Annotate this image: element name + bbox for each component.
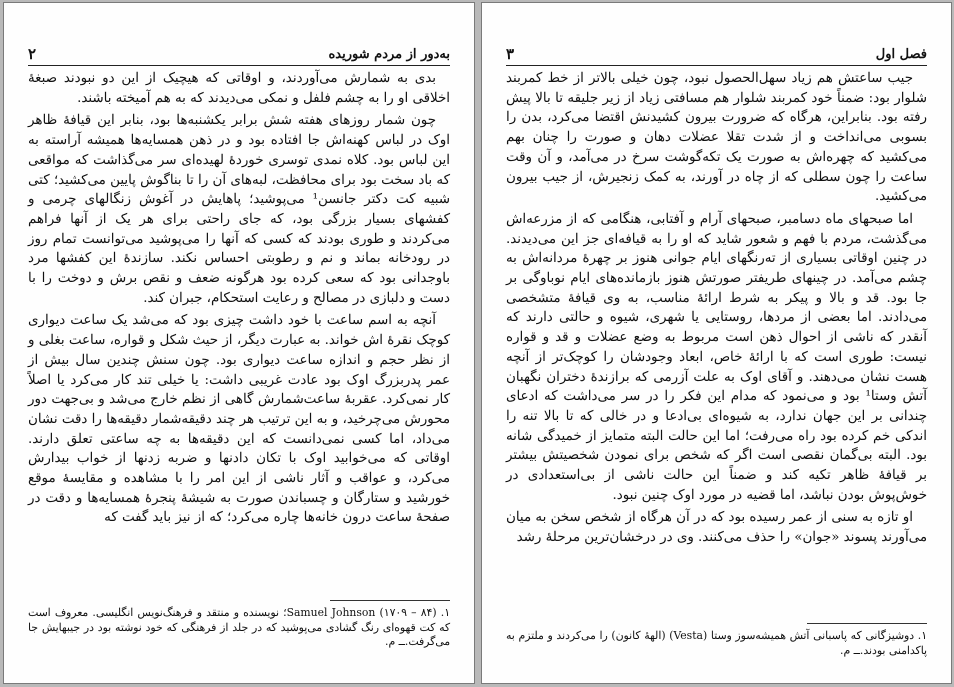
paragraph: او تازه به سنی از عمر رسیده بود که در آن هرگاه از شخص سخن به میان می‌آورند پسوند «جوان» را حذف می‌کنند. وی در درخشان‌ترین مرحلهٔ رشد	[506, 510, 927, 546]
header-title: فصل اول	[875, 47, 927, 62]
paragraph: بدی به شمارش می‌آوردند، و اوقاتی که هیچیک از این دو نبودند صبغهٔ اخلاقی او را به چشم فلفل و نمکی می‌دیدند که به هم آمیخته باشند.	[28, 71, 450, 106]
right-page	[481, 2, 952, 684]
page-body	[506, 69, 927, 548]
running-header	[28, 43, 450, 66]
footnote: ۱. Samuel Johnson (۱۷۰۹ – ۸۴)؛ نویسنده و منتقد و فرهنگ‌نویس انگلیسی. معروف است که کت قهوه‌ای رنگ گشادی می‌پوشید که در جلد از فرهنگی که خود نوشته بود در جیبهایش جا می‌گرفت.ــ م.	[28, 606, 450, 648]
page-body	[28, 69, 450, 528]
paragraph: اما صبحهای ماه دسامبر، صبحهای آرام و آفتابی، هنگامی که از مزرعه‌اش می‌گذشت، مردم با فهم و شعور شاید که او را به قیافه‌ای جز این می‌دیدند. در چنین اوقاتی بسیاری از ته‌رنگهای ایام جوانی هنوز بر چهرهٔ مردانه‌اش به چشم می‌آمد. در چینهای طریفتر صورتش هنوز بازمانده‌های ایام نوباوگی بر جا بود. قد و بالا و پیکر به شرط ارائهٔ مناسب، به وی قیافهٔ متشخصی می‌دادند. اما بعضی از مردها، روستایی یا شهری، شیوه و حالتی دارند که آنقدر که ناشی از احوال ذهن است مربوط به وضع عضلات و قد و قواره نیست: طوری است که با ارائهٔ خاص، ابعاد وجودشان را کوچک‌تر از آنچه هست نشان می‌دهند. و آقای اوک به علت آزرمی که برازندهٔ دختران نگهبان آتش وستا¹ بود و می‌نمود که مدام این فکر را در سر می‌داشت که ادعای چندانی بر این جهان ندارد، به شیوه‌ای بی‌ادعا و در خالی که تا بالا تنه را اندکی خم کرده بود راه می‌رفت؛ اما این حالت البته متمایز از خمیدگی شانه بود. البته بی‌گمان نقصی است اگر که شخص برای نمودن شخصیتش بیشتر بر قیافهٔ ظاهر تکیه کند و ضمناً این حالت ناشی از بی‌استعدادی در خوش‌پوش بودن نباشد، اما قضیه در مورد اوک چنین نبود.	[506, 211, 927, 503]
page-number: ۳	[506, 45, 515, 63]
paragraph: آنچه به اسم ساعت با خود داشت چیزی بود که می‌شد یک ساعت دیواری کوچک نقرهٔ اش خواند. به عبارت دیگر، از حیث شکل و قواره، ساعت بغلی و از نظر حجم و اندازه ساعت دیواری بود. چون سنش چندین سال بیش از عمر پدربزرگ اوک بود عادت غریبی داشت: یا خیلی تند کار می‌کرد یا اصلاً کار نمی‌کرد. عقربهٔ ساعت‌شمارش گاهی از نظم خارج می‌شد و بی‌جهت دور محورش می‌چرخید، و به این ترتیب هر چند دقیقه‌شمار دقیقه‌ها را دقت نشان می‌داد، اما کسی نمی‌دانست که این دقیقه‌ها به چه ساعتی تعلق دارند. اوقاتی که می‌خوابید اوک با تکان دادنها و ضربه زدنها از خواب بیدارش می‌کرد، و عواقب و آثار ناشی از این امر را با مشاهده و مقایسهٔ موقع خورشید و ستارگان و چسباندن صورت به شیشهٔ پنجرهٔ همسایه‌ها و دقت در صفحهٔ ساعت درون خانه‌ها چاره می‌کرد؛ که از نیز باید گفت که	[28, 313, 450, 526]
paragraph: چون شمار روزهای هفته شش برابر یکشنبه‌ها بود، بنابر این قیافهٔ ظاهر اوک در لباس کهنه‌اش جا افتاده بود و در ذهن همسایه‌ها همیشه آراسته به این لباس بود. کلاه نمدی توسری خوردهٔ لهیده‌ای سر می‌گذاشت که مواقعی که باد سخت بود برای محافظت، لبه‌های آن را تا بناگوش پایین می‌کشید؛ کتی شبیه کت دکتر جانسن¹ می‌پوشید؛ پاهایش در آغوش زنگالهای چرمی و کفشهای بسیار بزرگی بود، که جای راحتی برای هر یک از آنها فراهم می‌کردند و طوری بودند که کسی که آنها را می‌پوشید می‌توانست تمام روز در رودخانه بماند و نم و رطوبتی احساس نکند. سازندهٔ این کفشها مرد باوجدانی بود که سعی کرده بود هرگونه ضعف و نقص برش و دوخت را با دست و دلبازی در مصالح و رعایت استحکام، جبران کند.	[28, 113, 451, 306]
footnote: ۱. دوشیزگانی که پاسبانی آتش همیشه‌سوز وستا (Vesta) (الههٔ کانون) را می‌کردند و ملتزم به پاکدامنی بودند.ــ م.	[506, 629, 927, 657]
header-title: به‌دور از مردم شوریده	[328, 47, 450, 62]
paragraph: جیب ساعتش هم زیاد سهل‌الحصول نبود، چون خیلی بالاتر از خط کمربند شلوار بود: ضمناً خود کمربند شلوار هم مسافتی زیاد از زیر جلیقه تا بالا پیش رفته بود. بنابراین، هرگاه که ضرورت بیرون کشیدنش اقتضا می‌کرد، بدن را بسوبی می‌انداخت و از شدت تقلا عضلات دهان و صورت را چنان بهم می‌کشید که چهره‌اش به صورت یک تکه‌گوشت سرخ در می‌آمد، و آن وقت ساعت را چون سطلی که از چاه در آورند، به کمک زنجیرش، از جیب بیرون می‌کشید.	[506, 71, 927, 205]
page-number: ۲	[28, 45, 37, 63]
left-page	[3, 2, 475, 684]
footnote-divider	[330, 600, 450, 601]
footnote-divider	[807, 623, 927, 624]
running-header	[506, 43, 927, 66]
